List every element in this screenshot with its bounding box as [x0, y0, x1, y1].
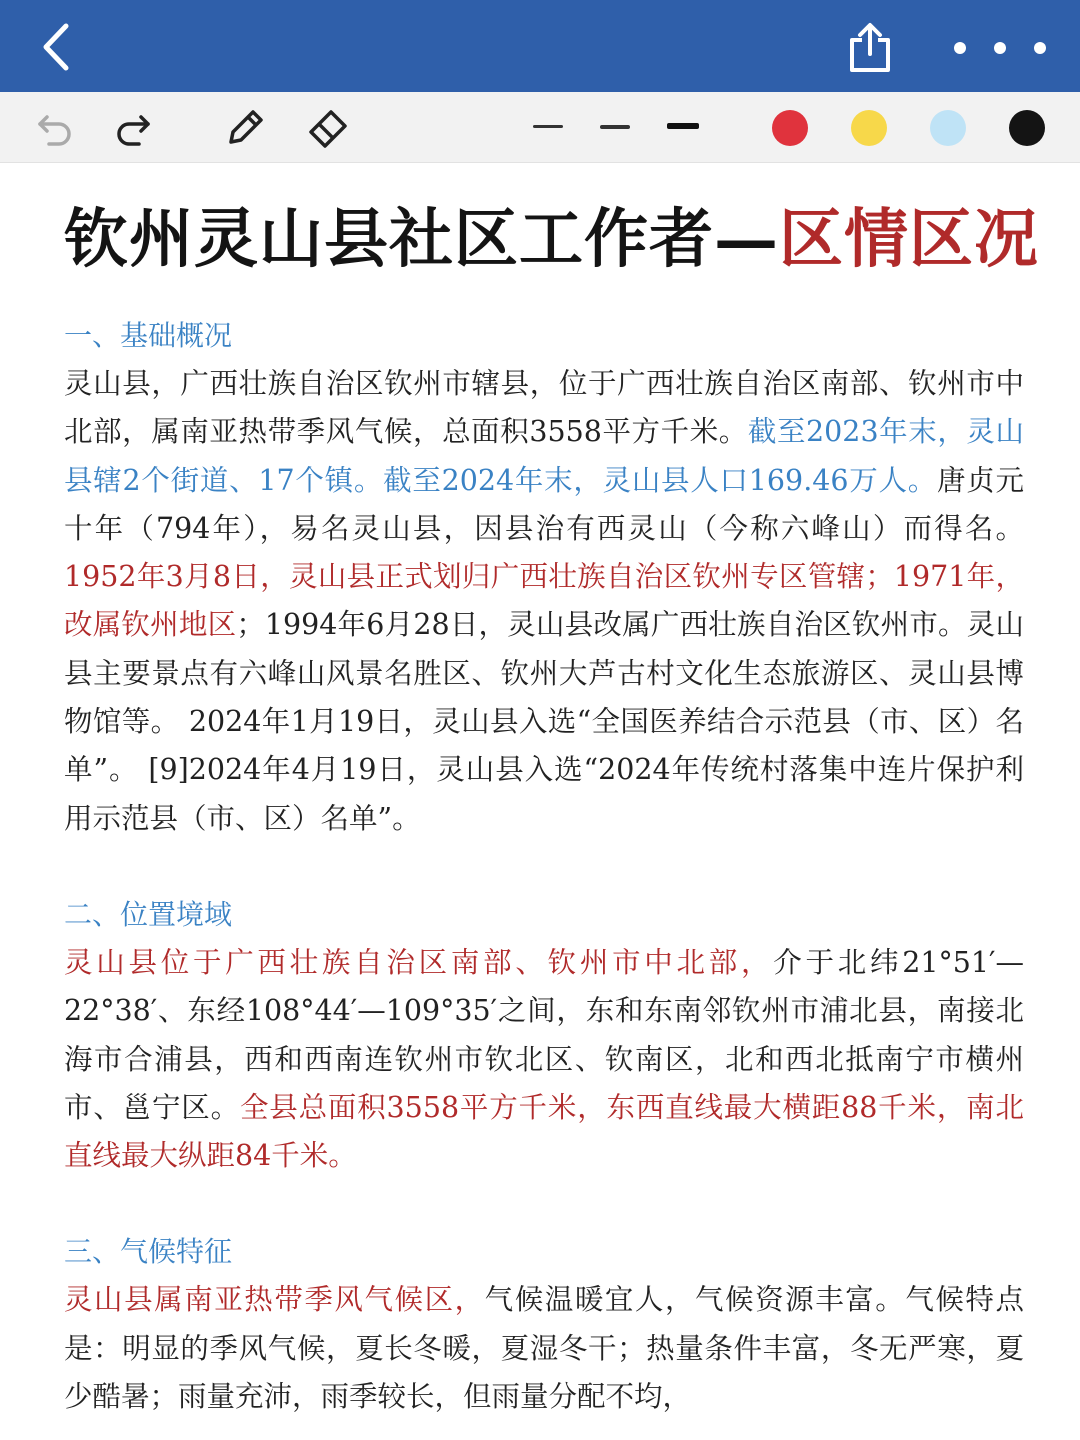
chevron-left-icon[interactable] — [36, 22, 76, 72]
annotation-toolbar — [0, 92, 1080, 163]
section-heading-climate: 三、气候特征 — [64, 1235, 233, 1269]
color-swatch-red[interactable] — [772, 110, 808, 146]
redo-icon — [113, 107, 153, 147]
text-run-highlight-red: 灵山县属南亚热带季风气候区， — [64, 1283, 485, 1317]
text-run-highlight-red: 全县总面积3558平方千米，东西直线最大横距88千米，南北直线最大纵距84千米。 — [64, 1090, 1024, 1173]
text-run-highlight-blue: 截至2023年末，灵山县辖2个街道、17个镇。截至2024年末，灵山县人口169.46万人。 — [64, 415, 1024, 497]
section-heading-basic: 一、基础概况 — [64, 319, 233, 352]
text-run-highlight-red: 1952年3月8日，灵山县正式划归广西壮族自治区钦州专区管辖；1971年，改属钦州地区 — [64, 560, 1024, 642]
app-top-bar — [0, 0, 1080, 92]
text-run: 气候温暖宜人，气候资源丰富。气候特点是：明显的季风气候，夏长冬暖，夏湿冬干；热量条件丰富，冬无严寒，夏少酷暑；雨量充沛，雨季较长，但雨量分配不均， — [64, 1283, 1024, 1414]
redo-button[interactable] — [108, 92, 158, 162]
pencil-icon — [223, 104, 269, 150]
color-swatch-black[interactable] — [1009, 110, 1045, 146]
section-heading-location: 二、位置境域 — [64, 897, 233, 931]
share-icon[interactable] — [846, 20, 894, 74]
text-run: 介于北纬21°51′—22°38′、东经108°44′—109°35′之间，东和东南邻钦州市浦北县，南接北海市合浦县，西和西南连钦州市钦北区、钦南区，北和西北抵南宁市横州市、邕宁区。 — [64, 945, 1024, 1124]
more-dots-icon[interactable] — [948, 36, 1058, 60]
section-paragraph-basic — [64, 360, 1024, 843]
eraser-icon — [305, 104, 351, 150]
section-paragraph-location — [64, 939, 1024, 1180]
color-swatch-yellow[interactable] — [851, 110, 887, 146]
title-accent: 区情区况 — [779, 202, 1039, 277]
text-run-highlight-red: 灵山县位于广西壮族自治区南部、钦州市中北部， — [64, 945, 774, 979]
document-content — [64, 190, 1039, 1421]
document-title — [64, 190, 1039, 290]
stroke-thick-option[interactable] — [667, 123, 699, 129]
color-swatch-light-blue[interactable] — [930, 110, 966, 146]
stroke-medium-option[interactable] — [600, 125, 630, 129]
undo-button[interactable] — [30, 92, 80, 162]
stroke-thin-option[interactable] — [533, 125, 563, 128]
undo-icon — [35, 107, 75, 147]
title-main: 钦州灵山县社区工作者— — [64, 202, 779, 277]
text-run: 灵山县，广西壮族自治区钦州市辖县，位于广西壮族自治区南部、钦州市中北部，属南亚热带季风气候，总面积3558平方千米。 — [64, 367, 1024, 449]
pencil-tool-button[interactable] — [218, 92, 274, 162]
text-run: ；1994年6月28日，灵山县改属广西壮族自治区钦州市。灵山县主要景点有六峰山风景名胜区、钦州大芦古村文化生态旅游区、灵山县博物馆等。 2024年1月19日，灵山县入选“全国医养结合示范县（市、区）名单”。 [9]2024年4月19日，灵山县入选“2024年传统村落集中连片保护利用示范县（市、区）名单”。 — [64, 608, 1024, 835]
section-paragraph-climate — [64, 1276, 1024, 1421]
text-run: 唐贞元十年（794年），易名灵山县，因县治有西灵山（今称六峰山）而得名。 — [64, 463, 1024, 545]
eraser-tool-button[interactable] — [300, 92, 356, 162]
